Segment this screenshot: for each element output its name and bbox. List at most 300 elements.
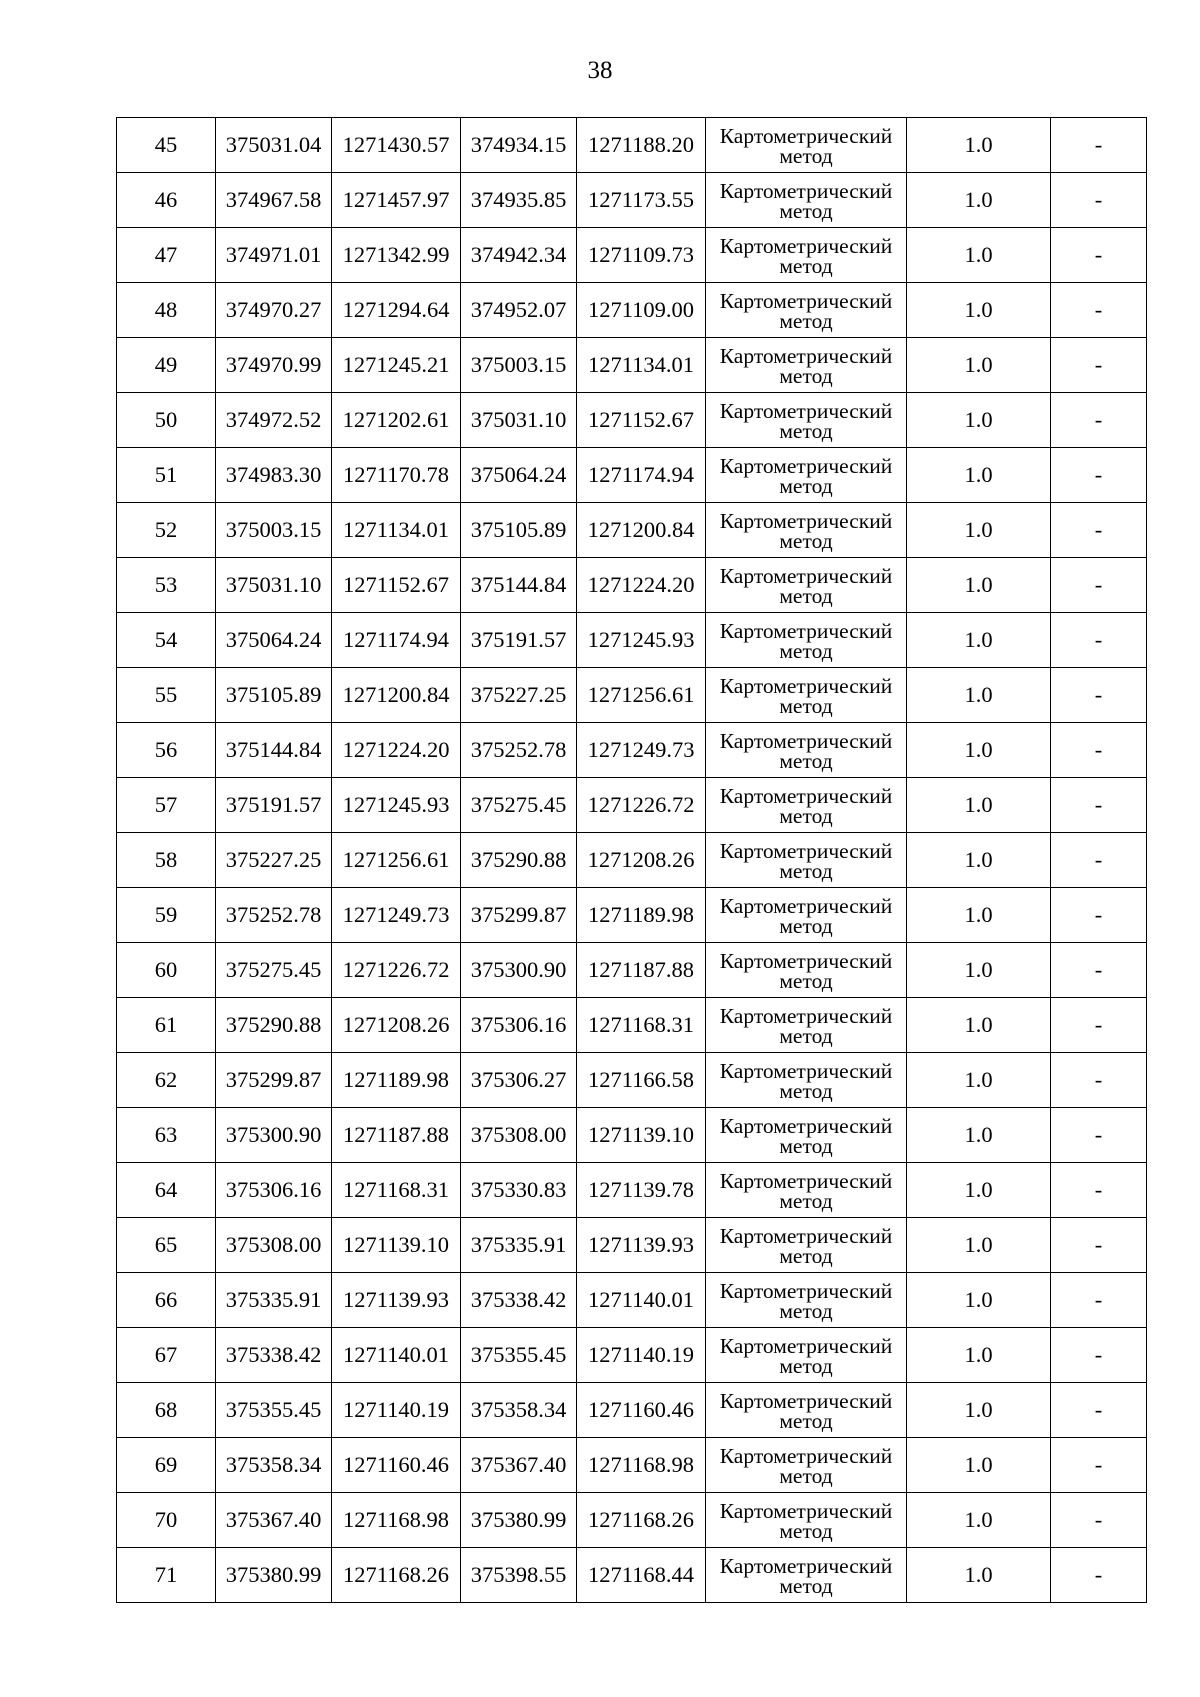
y1-coordinate-cell: 1271200.84 [332, 668, 461, 723]
x1-coordinate-cell: 375380.99 [216, 1548, 332, 1603]
y2-coordinate-cell: 1271226.72 [577, 778, 706, 833]
table-row [117, 668, 1147, 723]
y1-coordinate-cell: 1271140.01 [332, 1328, 461, 1383]
method-cell [706, 613, 907, 668]
method-cell [706, 338, 907, 393]
y2-coordinate-cell: 1271168.26 [577, 1493, 706, 1548]
table-row [117, 558, 1147, 613]
method-line2: метод [779, 308, 833, 333]
accuracy-value-cell: 1.0 [907, 283, 1051, 338]
method-line2: метод [779, 1298, 833, 1323]
method-line1: Картометрический [719, 1223, 893, 1248]
accuracy-value-cell: 1.0 [907, 998, 1051, 1053]
x2-coordinate-cell: 374952.07 [461, 283, 577, 338]
method-line2: метод [779, 1133, 833, 1158]
x1-coordinate-cell: 375306.16 [216, 1163, 332, 1218]
method-line1: Картометрический [719, 453, 893, 478]
note-value-cell: - [1051, 723, 1147, 778]
point-number-cell: 45 [117, 118, 216, 173]
y1-coordinate-cell: 1271160.46 [332, 1438, 461, 1493]
method-line1: Картометрический [719, 178, 893, 203]
y1-coordinate-cell: 1271224.20 [332, 723, 461, 778]
point-number-cell: 48 [117, 283, 216, 338]
y1-coordinate-cell: 1271249.73 [332, 888, 461, 943]
y1-coordinate-cell: 1271134.01 [332, 503, 461, 558]
accuracy-value-cell: 1.0 [907, 943, 1051, 998]
table-row [117, 1548, 1147, 1603]
point-number-cell: 50 [117, 393, 216, 448]
accuracy-value-cell: 1.0 [907, 723, 1051, 778]
x1-coordinate-cell: 375355.45 [216, 1383, 332, 1438]
x2-coordinate-cell: 375308.00 [461, 1108, 577, 1163]
method-line1: Картометрический [719, 1553, 893, 1578]
point-number-cell: 64 [117, 1163, 216, 1218]
note-value-cell: - [1051, 228, 1147, 283]
x2-coordinate-cell: 375252.78 [461, 723, 577, 778]
method-cell [706, 1163, 907, 1218]
method-line1: Картометрический [719, 893, 893, 918]
accuracy-value-cell: 1.0 [907, 173, 1051, 228]
y2-coordinate-cell: 1271168.31 [577, 998, 706, 1053]
method-line2: метод [779, 913, 833, 938]
accuracy-value-cell: 1.0 [907, 1108, 1051, 1163]
y2-coordinate-cell: 1271256.61 [577, 668, 706, 723]
y2-coordinate-cell: 1271109.00 [577, 283, 706, 338]
y2-coordinate-cell: 1271188.20 [577, 118, 706, 173]
method-line2: метод [779, 693, 833, 718]
method-line2: метод [779, 858, 833, 883]
method-line1: Картометрический [719, 1278, 893, 1303]
method-line2: метод [779, 1463, 833, 1488]
accuracy-value-cell: 1.0 [907, 1218, 1051, 1273]
y2-coordinate-cell: 1271200.84 [577, 503, 706, 558]
table-row [117, 1108, 1147, 1163]
y2-coordinate-cell: 1271168.44 [577, 1548, 706, 1603]
y2-coordinate-cell: 1271139.93 [577, 1218, 706, 1273]
x2-coordinate-cell: 375275.45 [461, 778, 577, 833]
accuracy-value-cell: 1.0 [907, 888, 1051, 943]
x1-coordinate-cell: 374970.99 [216, 338, 332, 393]
method-line1: Картометрический [719, 343, 893, 368]
accuracy-value-cell: 1.0 [907, 1438, 1051, 1493]
method-line2: метод [779, 528, 833, 553]
table-row [117, 228, 1147, 283]
table-row [117, 613, 1147, 668]
y1-coordinate-cell: 1271170.78 [332, 448, 461, 503]
method-cell [706, 943, 907, 998]
y2-coordinate-cell: 1271208.26 [577, 833, 706, 888]
point-number-cell: 56 [117, 723, 216, 778]
x1-coordinate-cell: 374967.58 [216, 173, 332, 228]
note-value-cell: - [1051, 668, 1147, 723]
y2-coordinate-cell: 1271224.20 [577, 558, 706, 613]
accuracy-value-cell: 1.0 [907, 1273, 1051, 1328]
note-value-cell: - [1051, 888, 1147, 943]
note-value-cell: - [1051, 1493, 1147, 1548]
method-line1: Картометрический [719, 233, 893, 258]
note-value-cell: - [1051, 393, 1147, 448]
x1-coordinate-cell: 375299.87 [216, 1053, 332, 1108]
method-cell [706, 228, 907, 283]
method-line2: метод [779, 1573, 833, 1598]
x1-coordinate-cell: 374970.27 [216, 283, 332, 338]
x2-coordinate-cell: 375227.25 [461, 668, 577, 723]
table-row [117, 1328, 1147, 1383]
x2-coordinate-cell: 375355.45 [461, 1328, 577, 1383]
x2-coordinate-cell: 375367.40 [461, 1438, 577, 1493]
x1-coordinate-cell: 374971.01 [216, 228, 332, 283]
method-line2: метод [779, 1518, 833, 1543]
method-line2: метод [779, 1188, 833, 1213]
table-row [117, 173, 1147, 228]
x2-coordinate-cell: 374942.34 [461, 228, 577, 283]
accuracy-value-cell: 1.0 [907, 613, 1051, 668]
y2-coordinate-cell: 1271249.73 [577, 723, 706, 778]
method-cell [706, 1273, 907, 1328]
accuracy-value-cell: 1.0 [907, 1383, 1051, 1438]
table-row [117, 1438, 1147, 1493]
table-row [117, 723, 1147, 778]
method-cell [706, 1218, 907, 1273]
method-cell [706, 173, 907, 228]
method-line2: метод [779, 748, 833, 773]
method-line2: метод [779, 583, 833, 608]
y1-coordinate-cell: 1271152.67 [332, 558, 461, 613]
table-row [117, 393, 1147, 448]
method-line1: Картометрический [719, 618, 893, 643]
x1-coordinate-cell: 375358.34 [216, 1438, 332, 1493]
point-number-cell: 62 [117, 1053, 216, 1108]
note-value-cell: - [1051, 1438, 1147, 1493]
x2-coordinate-cell: 374935.85 [461, 173, 577, 228]
accuracy-value-cell: 1.0 [907, 118, 1051, 173]
x1-coordinate-cell: 375308.00 [216, 1218, 332, 1273]
y2-coordinate-cell: 1271168.98 [577, 1438, 706, 1493]
method-line1: Картометрический [719, 1003, 893, 1028]
y1-coordinate-cell: 1271168.26 [332, 1548, 461, 1603]
y2-coordinate-cell: 1271174.94 [577, 448, 706, 503]
method-line1: Картометрический [719, 398, 893, 423]
point-number-cell: 63 [117, 1108, 216, 1163]
point-number-cell: 66 [117, 1273, 216, 1328]
accuracy-value-cell: 1.0 [907, 778, 1051, 833]
accuracy-value-cell: 1.0 [907, 1163, 1051, 1218]
point-number-cell: 57 [117, 778, 216, 833]
method-line1: Картометрический [719, 838, 893, 863]
note-value-cell: - [1051, 173, 1147, 228]
y1-coordinate-cell: 1271139.10 [332, 1218, 461, 1273]
method-line2: метод [779, 418, 833, 443]
accuracy-value-cell: 1.0 [907, 228, 1051, 283]
y2-coordinate-cell: 1271245.93 [577, 613, 706, 668]
point-number-cell: 53 [117, 558, 216, 613]
point-number-cell: 51 [117, 448, 216, 503]
method-cell [706, 888, 907, 943]
y2-coordinate-cell: 1271173.55 [577, 173, 706, 228]
x1-coordinate-cell: 374972.52 [216, 393, 332, 448]
accuracy-value-cell: 1.0 [907, 1493, 1051, 1548]
x2-coordinate-cell: 375335.91 [461, 1218, 577, 1273]
method-line1: Картометрический [719, 673, 893, 698]
y1-coordinate-cell: 1271294.64 [332, 283, 461, 338]
y1-coordinate-cell: 1271202.61 [332, 393, 461, 448]
y2-coordinate-cell: 1271166.58 [577, 1053, 706, 1108]
method-line2: метод [779, 1408, 833, 1433]
x2-coordinate-cell: 375290.88 [461, 833, 577, 888]
x2-coordinate-cell: 375299.87 [461, 888, 577, 943]
method-line2: метод [779, 363, 833, 388]
method-cell [706, 1548, 907, 1603]
x2-coordinate-cell: 375306.16 [461, 998, 577, 1053]
y1-coordinate-cell: 1271187.88 [332, 1108, 461, 1163]
note-value-cell: - [1051, 118, 1147, 173]
point-number-cell: 52 [117, 503, 216, 558]
table-row [117, 1493, 1147, 1548]
x2-coordinate-cell: 375358.34 [461, 1383, 577, 1438]
point-number-cell: 54 [117, 613, 216, 668]
point-number-cell: 59 [117, 888, 216, 943]
x2-coordinate-cell: 375191.57 [461, 613, 577, 668]
y2-coordinate-cell: 1271134.01 [577, 338, 706, 393]
accuracy-value-cell: 1.0 [907, 393, 1051, 448]
y1-coordinate-cell: 1271140.19 [332, 1383, 461, 1438]
method-line2: метод [779, 1023, 833, 1048]
method-line1: Картометрический [719, 1388, 893, 1413]
accuracy-value-cell: 1.0 [907, 1548, 1051, 1603]
point-number-cell: 67 [117, 1328, 216, 1383]
y1-coordinate-cell: 1271208.26 [332, 998, 461, 1053]
table-row [117, 1383, 1147, 1438]
x1-coordinate-cell: 375144.84 [216, 723, 332, 778]
method-cell [706, 723, 907, 778]
table-row [117, 1053, 1147, 1108]
method-line1: Картометрический [719, 728, 893, 753]
accuracy-value-cell: 1.0 [907, 668, 1051, 723]
table-row [117, 283, 1147, 338]
note-value-cell: - [1051, 558, 1147, 613]
y2-coordinate-cell: 1271139.78 [577, 1163, 706, 1218]
x2-coordinate-cell: 375064.24 [461, 448, 577, 503]
method-cell [706, 1493, 907, 1548]
method-line1: Картометрический [719, 783, 893, 808]
y1-coordinate-cell: 1271174.94 [332, 613, 461, 668]
method-line2: метод [779, 198, 833, 223]
point-number-cell: 58 [117, 833, 216, 888]
x1-coordinate-cell: 375252.78 [216, 888, 332, 943]
accuracy-value-cell: 1.0 [907, 503, 1051, 558]
method-line2: метод [779, 803, 833, 828]
table-row [117, 338, 1147, 393]
accuracy-value-cell: 1.0 [907, 448, 1051, 503]
method-cell [706, 558, 907, 613]
point-number-cell: 65 [117, 1218, 216, 1273]
method-line1: Картометрический [719, 563, 893, 588]
y1-coordinate-cell: 1271342.99 [332, 228, 461, 283]
table-row [117, 1273, 1147, 1328]
x1-coordinate-cell: 375227.25 [216, 833, 332, 888]
method-line1: Картометрический [719, 123, 893, 148]
x2-coordinate-cell: 375105.89 [461, 503, 577, 558]
x1-coordinate-cell: 375031.04 [216, 118, 332, 173]
method-cell [706, 778, 907, 833]
y1-coordinate-cell: 1271430.57 [332, 118, 461, 173]
y2-coordinate-cell: 1271139.10 [577, 1108, 706, 1163]
point-number-cell: 55 [117, 668, 216, 723]
method-line1: Картометрический [719, 1498, 893, 1523]
y1-coordinate-cell: 1271245.93 [332, 778, 461, 833]
table-body [117, 118, 1147, 1603]
point-number-cell: 69 [117, 1438, 216, 1493]
method-cell [706, 998, 907, 1053]
note-value-cell: - [1051, 613, 1147, 668]
x1-coordinate-cell: 374983.30 [216, 448, 332, 503]
table-row [117, 778, 1147, 833]
method-line1: Картометрический [719, 1443, 893, 1468]
y2-coordinate-cell: 1271109.73 [577, 228, 706, 283]
x2-coordinate-cell: 374934.15 [461, 118, 577, 173]
note-value-cell: - [1051, 503, 1147, 558]
table-row [117, 998, 1147, 1053]
note-value-cell: - [1051, 943, 1147, 998]
point-number-cell: 70 [117, 1493, 216, 1548]
x1-coordinate-cell: 375031.10 [216, 558, 332, 613]
x2-coordinate-cell: 375306.27 [461, 1053, 577, 1108]
method-cell [706, 1438, 907, 1493]
method-line2: метод [779, 1353, 833, 1378]
y1-coordinate-cell: 1271245.21 [332, 338, 461, 393]
note-value-cell: - [1051, 1053, 1147, 1108]
table-row [117, 503, 1147, 558]
point-number-cell: 49 [117, 338, 216, 393]
point-number-cell: 68 [117, 1383, 216, 1438]
method-line1: Картометрический [719, 1058, 893, 1083]
method-cell [706, 393, 907, 448]
accuracy-value-cell: 1.0 [907, 1328, 1051, 1383]
method-line2: метод [779, 253, 833, 278]
table-row [117, 448, 1147, 503]
note-value-cell: - [1051, 1383, 1147, 1438]
method-cell [706, 1328, 907, 1383]
coordinates-table [116, 117, 1147, 1603]
note-value-cell: - [1051, 1108, 1147, 1163]
table-row [117, 1163, 1147, 1218]
method-cell [706, 1108, 907, 1163]
point-number-cell: 71 [117, 1548, 216, 1603]
x2-coordinate-cell: 375380.99 [461, 1493, 577, 1548]
y1-coordinate-cell: 1271256.61 [332, 833, 461, 888]
y2-coordinate-cell: 1271152.67 [577, 393, 706, 448]
x2-coordinate-cell: 375338.42 [461, 1273, 577, 1328]
note-value-cell: - [1051, 448, 1147, 503]
y1-coordinate-cell: 1271139.93 [332, 1273, 461, 1328]
method-line2: метод [779, 1243, 833, 1268]
method-line2: метод [779, 1078, 833, 1103]
note-value-cell: - [1051, 998, 1147, 1053]
y1-coordinate-cell: 1271189.98 [332, 1053, 461, 1108]
y1-coordinate-cell: 1271168.31 [332, 1163, 461, 1218]
accuracy-value-cell: 1.0 [907, 833, 1051, 888]
note-value-cell: - [1051, 833, 1147, 888]
accuracy-value-cell: 1.0 [907, 338, 1051, 393]
method-line2: метод [779, 143, 833, 168]
table-row [117, 833, 1147, 888]
x2-coordinate-cell: 375031.10 [461, 393, 577, 448]
x1-coordinate-cell: 375335.91 [216, 1273, 332, 1328]
y2-coordinate-cell: 1271140.01 [577, 1273, 706, 1328]
x2-coordinate-cell: 375144.84 [461, 558, 577, 613]
x1-coordinate-cell: 375300.90 [216, 1108, 332, 1163]
method-line2: метод [779, 968, 833, 993]
note-value-cell: - [1051, 1218, 1147, 1273]
x1-coordinate-cell: 375105.89 [216, 668, 332, 723]
x1-coordinate-cell: 375064.24 [216, 613, 332, 668]
x1-coordinate-cell: 375290.88 [216, 998, 332, 1053]
accuracy-value-cell: 1.0 [907, 1053, 1051, 1108]
table-row [117, 1218, 1147, 1273]
x1-coordinate-cell: 375003.15 [216, 503, 332, 558]
note-value-cell: - [1051, 1273, 1147, 1328]
x1-coordinate-cell: 375191.57 [216, 778, 332, 833]
page-number: 38 [587, 57, 613, 84]
accuracy-value-cell: 1.0 [907, 558, 1051, 613]
note-value-cell: - [1051, 1548, 1147, 1603]
note-value-cell: - [1051, 283, 1147, 338]
note-value-cell: - [1051, 338, 1147, 393]
table-row [117, 943, 1147, 998]
note-value-cell: - [1051, 1328, 1147, 1383]
method-cell [706, 118, 907, 173]
method-cell [706, 668, 907, 723]
x2-coordinate-cell: 375330.83 [461, 1163, 577, 1218]
point-number-cell: 47 [117, 228, 216, 283]
method-line1: Картометрический [719, 1113, 893, 1138]
method-line2: метод [779, 473, 833, 498]
y2-coordinate-cell: 1271140.19 [577, 1328, 706, 1383]
method-cell [706, 448, 907, 503]
x2-coordinate-cell: 375003.15 [461, 338, 577, 393]
point-number-cell: 61 [117, 998, 216, 1053]
method-line2: метод [779, 638, 833, 663]
note-value-cell: - [1051, 1163, 1147, 1218]
method-line1: Картометрический [719, 288, 893, 313]
x1-coordinate-cell: 375275.45 [216, 943, 332, 998]
y2-coordinate-cell: 1271189.98 [577, 888, 706, 943]
y2-coordinate-cell: 1271160.46 [577, 1383, 706, 1438]
method-cell [706, 1053, 907, 1108]
point-number-cell: 46 [117, 173, 216, 228]
y1-coordinate-cell: 1271226.72 [332, 943, 461, 998]
table-row [117, 888, 1147, 943]
method-line1: Картометрический [719, 508, 893, 533]
method-cell [706, 833, 907, 888]
x2-coordinate-cell: 375398.55 [461, 1548, 577, 1603]
method-cell [706, 283, 907, 338]
y1-coordinate-cell: 1271457.97 [332, 173, 461, 228]
x2-coordinate-cell: 375300.90 [461, 943, 577, 998]
point-number-cell: 60 [117, 943, 216, 998]
y1-coordinate-cell: 1271168.98 [332, 1493, 461, 1548]
method-cell [706, 1383, 907, 1438]
x1-coordinate-cell: 375367.40 [216, 1493, 332, 1548]
y2-coordinate-cell: 1271187.88 [577, 943, 706, 998]
note-value-cell: - [1051, 778, 1147, 833]
method-line1: Картометрический [719, 1168, 893, 1193]
method-line1: Картометрический [719, 1333, 893, 1358]
table-row [117, 118, 1147, 173]
method-line1: Картометрический [719, 948, 893, 973]
x1-coordinate-cell: 375338.42 [216, 1328, 332, 1383]
method-cell [706, 503, 907, 558]
